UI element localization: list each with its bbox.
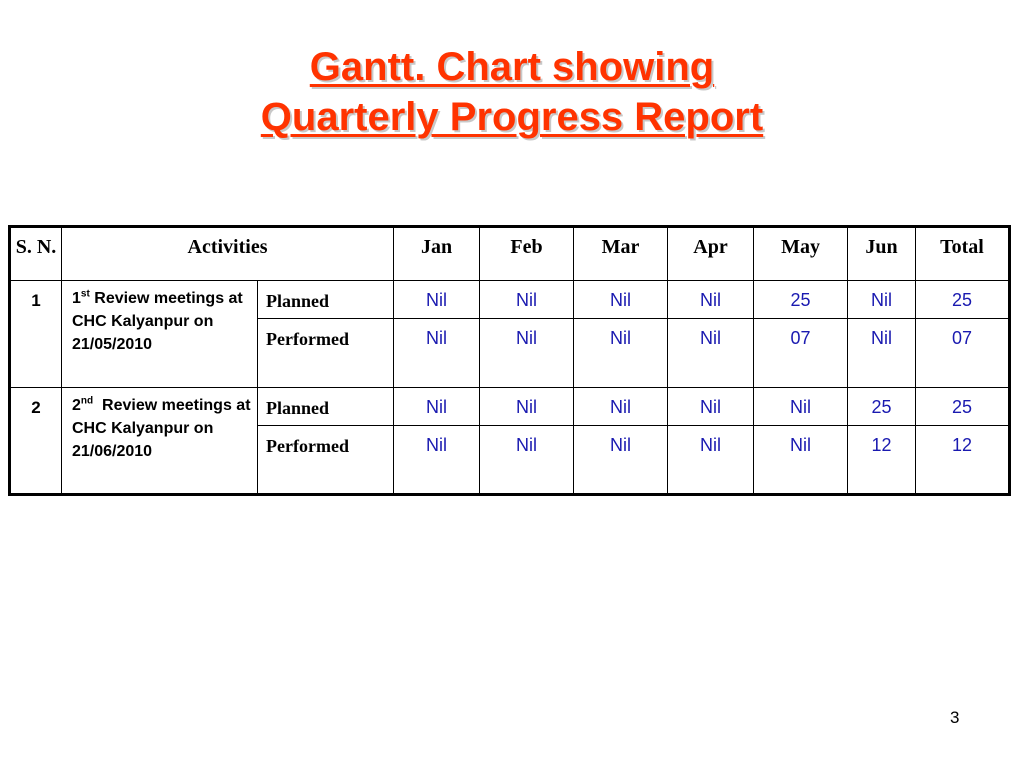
planned-mar: Nil <box>574 281 668 319</box>
performed-apr: Nil <box>668 319 754 388</box>
planned-feb: Nil <box>480 281 574 319</box>
planned-total: 25 <box>916 281 1010 319</box>
planned-jun: 25 <box>848 388 916 426</box>
performed-jun: 12 <box>848 426 916 495</box>
header-total: Total <box>916 227 1010 281</box>
header-activities: Activities <box>62 227 394 281</box>
performed-jan: Nil <box>394 319 480 388</box>
performed-may: Nil <box>754 426 848 495</box>
planned-may: Nil <box>754 388 848 426</box>
performed-feb: Nil <box>480 319 574 388</box>
planned-jan: Nil <box>394 281 480 319</box>
progress-table <box>8 225 1011 496</box>
planned-apr: Nil <box>668 388 754 426</box>
performed-feb: Nil <box>480 426 574 495</box>
slide-title-line-1: Gantt. Chart showing <box>309 45 715 89</box>
page-number: 3 <box>950 708 960 727</box>
planned-mar: Nil <box>574 388 668 426</box>
header-mar: Mar <box>574 227 668 281</box>
activity-ordinal-suffix: st <box>80 288 90 300</box>
planned-feb: Nil <box>480 388 574 426</box>
activity-description <box>62 281 258 388</box>
header-sn: S. N. <box>10 227 62 281</box>
header-apr: Apr <box>668 227 754 281</box>
header-row <box>10 227 1010 281</box>
performed-mar: Nil <box>574 319 668 388</box>
activity-text: Review meetings at CHC Kalyanpur on 21/05/2010 <box>72 290 243 353</box>
slide-title-line-2: Quarterly Progress Report <box>260 95 764 139</box>
planned-jun: Nil <box>848 281 916 319</box>
table-row <box>10 388 1010 426</box>
performed-total: 12 <box>916 426 1010 495</box>
activity-number: 1 <box>72 290 81 307</box>
performed-may: 07 <box>754 319 848 388</box>
performed-mar: Nil <box>574 426 668 495</box>
performed-jun: Nil <box>848 319 916 388</box>
activity-number: 2 <box>72 397 81 414</box>
planned-label: Planned <box>258 281 394 319</box>
activity-description <box>62 388 258 495</box>
performed-label: Performed <box>258 319 394 388</box>
header-may: May <box>754 227 848 281</box>
serial-number: 1 <box>10 281 62 388</box>
planned-may: 25 <box>754 281 848 319</box>
performed-apr: Nil <box>668 426 754 495</box>
planned-total: 25 <box>916 388 1010 426</box>
planned-jan: Nil <box>394 388 480 426</box>
serial-number: 2 <box>10 388 62 495</box>
header-jun: Jun <box>848 227 916 281</box>
performed-jan: Nil <box>394 426 480 495</box>
header-feb: Feb <box>480 227 574 281</box>
activity-ordinal-suffix: nd <box>80 395 94 407</box>
activity-text: Review meetings at CHC Kalyanpur on 21/06/2010 <box>72 397 255 460</box>
performed-label: Performed <box>258 426 394 495</box>
planned-apr: Nil <box>668 281 754 319</box>
table-row <box>10 281 1010 319</box>
planned-label: Planned <box>258 388 394 426</box>
header-jan: Jan <box>394 227 480 281</box>
performed-total: 07 <box>916 319 1010 388</box>
slide-title <box>0 42 1024 142</box>
